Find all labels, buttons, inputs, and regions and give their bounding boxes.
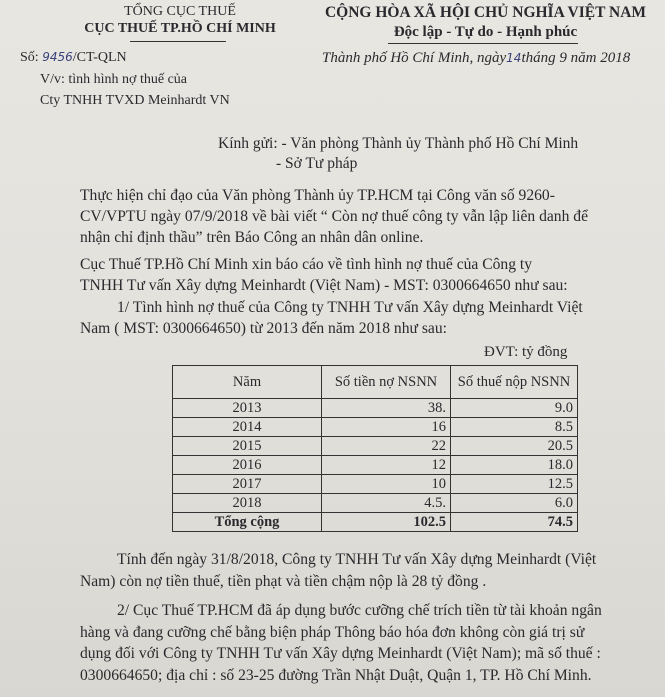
cell-debt: 38. bbox=[322, 399, 451, 418]
paragraph-4-line-1: Tính đến ngày 31/8/2018, Công ty TNHH Tư vấn Xây dựng Meinhardt (Việt bbox=[117, 551, 597, 568]
cell-paid: 8.5 bbox=[451, 418, 578, 437]
header-paid: Số thuế nộp NSNN bbox=[451, 366, 578, 399]
table-row bbox=[173, 456, 578, 475]
table-total-row bbox=[173, 513, 578, 532]
doc-number-prefix: Số: bbox=[20, 50, 39, 65]
cell-year: 2016 bbox=[173, 456, 322, 475]
recipient-2: - Sở Tư pháp bbox=[276, 155, 358, 172]
cell-debt: 4.5. bbox=[322, 494, 451, 513]
paragraph-5-line-1: 2/ Cục Thuế TP.HCM đã áp dụng bước cưỡng chế trích tiền từ tài khoản ngân bbox=[117, 602, 602, 619]
issuer-line-2: CỤC THUẾ TP.HỒ CHÍ MINH bbox=[84, 21, 276, 36]
recipients-line-1 bbox=[218, 135, 578, 153]
table-row bbox=[173, 494, 578, 513]
header-year: Năm bbox=[173, 366, 322, 399]
cell-year: 2017 bbox=[173, 475, 322, 494]
cell-debt: 16 bbox=[322, 418, 451, 437]
tax-debt-table bbox=[172, 365, 578, 532]
nation-motto: Độc lập - Tự do - Hạnh phúc bbox=[393, 24, 578, 40]
issuer-line-1: TỔNG CỤC THUẾ bbox=[124, 4, 236, 19]
motto-underline bbox=[388, 43, 578, 44]
paragraph-1-line-3: nhận chỉ định thầu” trên Báo Công an nhân dân online. bbox=[80, 229, 424, 246]
paragraph-5-line-3: dụng đối với Công ty TNHH Tư vấn Xây dựng Meinhardt (Việt Nam); mã số thuế : bbox=[80, 645, 601, 662]
paragraph-1-line-1: Thực hiện chỉ đạo của Văn phòng Thành ủy TP.HCM tại Công văn số 9260- bbox=[80, 187, 555, 204]
cell-paid: 9.0 bbox=[451, 399, 578, 418]
cell-paid: 12.5 bbox=[451, 475, 578, 494]
cell-debt: 10 bbox=[322, 475, 451, 494]
paragraph-3-line-2: Nam ( MST: 0300664650) từ 2013 đến năm 2018 như sau: bbox=[80, 320, 447, 337]
subject-line-1: V/v: tình hình nợ thuế của bbox=[40, 72, 187, 87]
header-debt: Số tiền nợ NSNN bbox=[322, 366, 451, 399]
paragraph-2-line-2: TNHH Tư vấn Xây dựng Meinhardt (Việt Nam) - MST: 0300664650 như sau: bbox=[80, 277, 568, 294]
table-row bbox=[173, 437, 578, 456]
place-date-prefix: Thành phố Hồ Chí Minh, ngày bbox=[322, 50, 507, 66]
nation-title: CỘNG HÒA XÃ HỘI CHỦ NGHĨA VIỆT NAM bbox=[324, 4, 647, 21]
cell-paid: 6.0 bbox=[451, 494, 578, 513]
table-row bbox=[173, 399, 578, 418]
cell-total-debt: 102.5 bbox=[322, 513, 451, 532]
paragraph-4-line-2: Nam) còn nợ tiền thuế, tiền phạt và tiền chậm nộp là 28 tỷ đồng . bbox=[80, 573, 487, 590]
paragraph-1-line-2: CV/VPTU ngày 07/9/2018 về bài viết “ Còn nợ thuế công ty vẫn lập liên danh để bbox=[80, 208, 589, 225]
cell-total-paid: 74.5 bbox=[451, 513, 578, 532]
issuer-underline bbox=[130, 41, 226, 42]
subject-line-2: Cty TNHH TVXD Meinhardt VN bbox=[40, 93, 230, 108]
place-date-suffix: tháng 9 năm 2018 bbox=[521, 50, 631, 66]
cell-paid: 20.5 bbox=[451, 437, 578, 456]
paragraph-5-line-4: 0300664650; địa chỉ : số 23-25 đường Trần Nhật Duật, Quận 1, TP. Hồ Chí Minh. bbox=[80, 667, 592, 684]
place-date bbox=[322, 50, 630, 67]
paragraph-5-line-2: hàng và đang cưỡng chế bằng biện pháp Thông báo hóa đơn không còn giá trị sử bbox=[80, 624, 585, 641]
table-header-row bbox=[173, 366, 578, 399]
doc-number-suffix: /CT-QLN bbox=[72, 50, 127, 65]
cell-paid: 18.0 bbox=[451, 456, 578, 475]
cell-year: 2015 bbox=[173, 437, 322, 456]
table-row bbox=[173, 475, 578, 494]
table-row bbox=[173, 418, 578, 437]
cell-debt: 22 bbox=[322, 437, 451, 456]
unit-label: ĐVT: tỷ đồng bbox=[484, 344, 568, 360]
cell-year: 2018 bbox=[173, 494, 322, 513]
paragraph-2-line-1: Cục Thuế TP.Hồ Chí Minh xin báo cáo về tình hình nợ thuế của Công ty bbox=[80, 256, 533, 273]
cell-debt: 12 bbox=[322, 456, 451, 475]
recipient-1: - Văn phòng Thành ủy Thành phố Hồ Chí Minh bbox=[281, 135, 579, 152]
cell-total-label: Tổng cộng bbox=[173, 513, 322, 532]
document-number bbox=[20, 50, 127, 66]
recipients-label: Kính gửi: bbox=[218, 135, 278, 152]
cell-year: 2013 bbox=[173, 399, 322, 418]
doc-number-handwritten: 9456 bbox=[42, 50, 73, 64]
cell-year: 2014 bbox=[173, 418, 322, 437]
day-handwritten: 14 bbox=[506, 51, 522, 65]
paragraph-3-line-1: 1/ Tình hình nợ thuế của Công ty TNHH Tư vấn Xây dựng Meinhardt Việt bbox=[117, 299, 583, 316]
